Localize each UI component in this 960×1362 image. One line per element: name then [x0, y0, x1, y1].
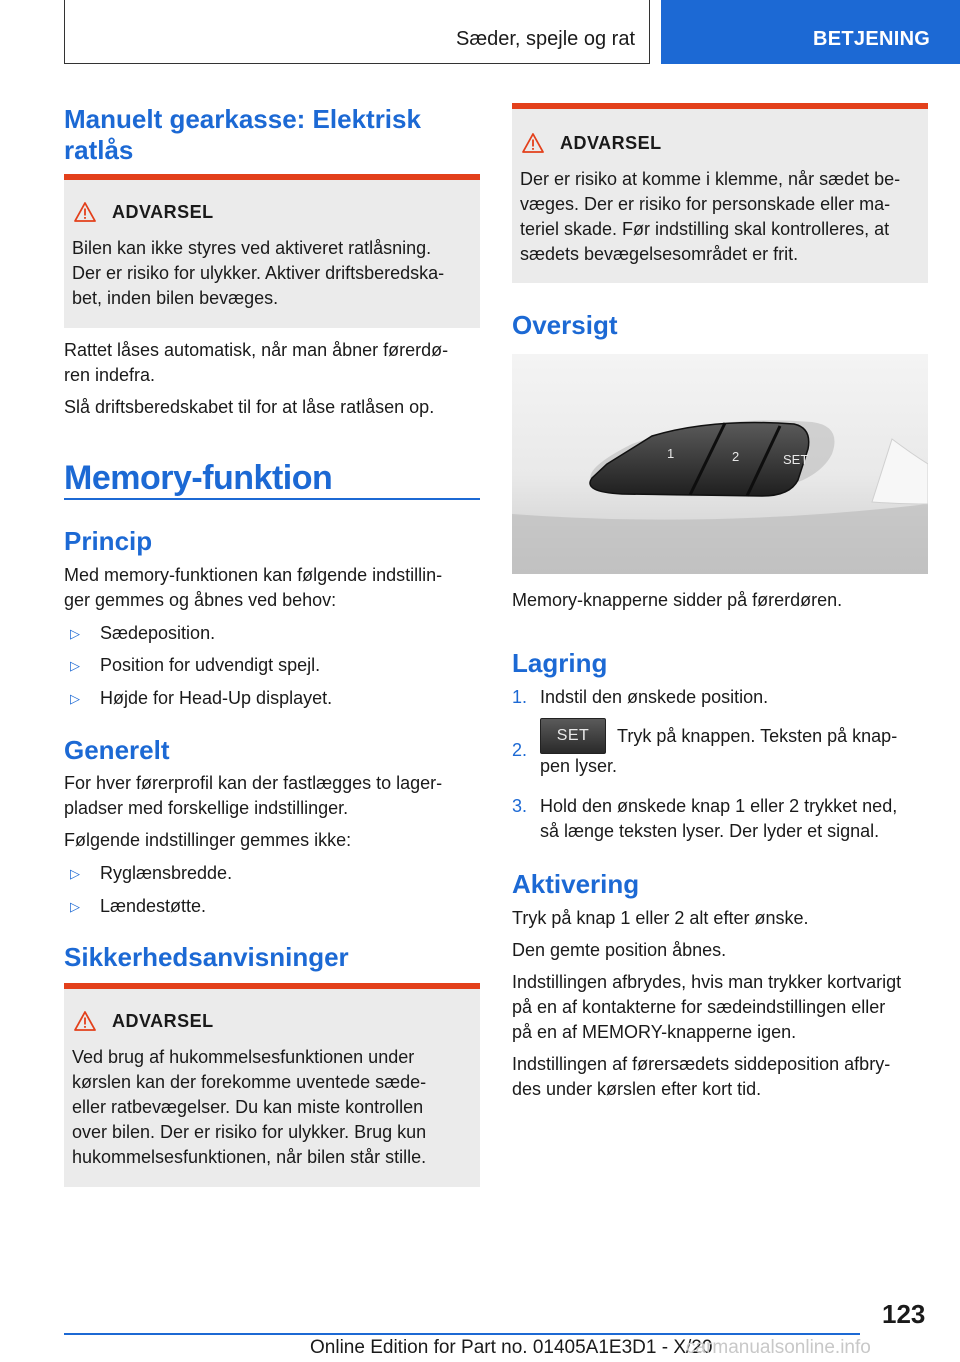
memory-buttons-illustration [512, 354, 928, 574]
step-text-line: så længe teksten lyser. Der lyder et signal. [540, 821, 880, 841]
text-line: des under kørslen efter kort tid. [512, 1079, 762, 1099]
header-chapter-tab[interactable] [661, 0, 960, 64]
warning-line: Bilen kan ikke styres ved aktiveret ratlåsning. [72, 238, 432, 258]
warning-box-pinch [512, 103, 928, 283]
list-item-text: Højde for Head-Up displayet. [100, 688, 333, 708]
warning-text [72, 236, 444, 311]
warning-title: ADVARSEL [112, 1011, 214, 1031]
step-number: 2. [512, 740, 528, 760]
step-text [540, 794, 897, 844]
aktivering-p1: Tryk på knap 1 eller 2 alt efter ønske. [512, 908, 809, 928]
list-item-text: Ryglænsbredde. [100, 863, 233, 883]
step-text: Indstil den ønskede position. [540, 687, 769, 707]
gear-paragraph-1 [64, 338, 448, 388]
text-line: på en af MEMORY-knapperne igen. [512, 1022, 797, 1042]
generelt-title: Generelt [64, 735, 170, 765]
header-section-title: Sæder, spejle og rat [456, 28, 635, 50]
warning-triangle-icon [74, 202, 96, 222]
warning-box-memory [64, 983, 480, 1187]
set-button-icon: SET [540, 718, 606, 754]
text-line: pladser med forskellige indstillinger. [64, 798, 349, 818]
bullet-triangle-icon: ▷ [70, 658, 80, 673]
warning-line: eller ratbevægelser. Du kan miste kontrollen [72, 1097, 424, 1117]
lagring-title: Lagring [512, 648, 608, 678]
footer-rule [64, 1333, 860, 1335]
memory-button-1-label: 1 [667, 446, 675, 461]
gear-title-line2: ratlås [64, 135, 134, 165]
gear-title [64, 104, 421, 166]
warning-title: ADVARSEL [560, 133, 662, 153]
warning-line: teriel skade. Før indstilling skal kontrolleres, at [520, 219, 890, 239]
memory-function-title: Memory-funktion [64, 459, 333, 497]
princip-title: Princip [64, 526, 153, 556]
warning-triangle-icon [74, 1011, 96, 1031]
warning-line: over bilen. Der er risiko for ulykker. Brug kun [72, 1122, 427, 1142]
memory-button-set-label: SET [783, 452, 809, 467]
list-item-text: Sædeposition. [100, 623, 216, 643]
page-number: 123 [882, 1299, 926, 1329]
text-line: Indstillingen af førersædets siddeposition afbry- [512, 1054, 891, 1074]
bullet-triangle-icon: ▷ [70, 691, 80, 706]
warning-text [520, 167, 900, 267]
gear-paragraph-2: Slå driftsberedskabet til for at låse ratlåsen op. [64, 397, 435, 417]
text-line: på en af kontakterne for sædeindstillingen eller [512, 997, 886, 1017]
bullet-triangle-icon: ▷ [70, 899, 80, 914]
text-line: Rattet låses automatisk, når man åbner førerdø- [64, 340, 449, 360]
title-rule [64, 498, 480, 500]
warning-line: sædets bevægelsesområdet er frit. [520, 244, 799, 264]
warning-line: bet, inden bilen bevæges. [72, 288, 279, 308]
aktivering-p4 [512, 1052, 890, 1102]
memory-button-2-label: 2 [732, 449, 740, 464]
aktivering-p3 [512, 970, 901, 1045]
step-text-line: pen lyser. [540, 756, 618, 776]
step-number: 1. [512, 687, 528, 707]
step-text-line: Tryk på knappen. Teksten på knap- [617, 725, 898, 746]
warning-line: væges. Der er risiko for personskade eller ma- [520, 194, 891, 214]
text-line: ren indefra. [64, 365, 156, 385]
safety-title: Sikkerhedsanvisninger [64, 942, 349, 972]
warning-line: Der er risiko for ulykker. Aktiver driftsberedska- [72, 263, 445, 283]
aktivering-title: Aktivering [512, 869, 640, 899]
photo-caption: Memory-knapperne sidder på førerdøren. [512, 590, 843, 610]
footer-watermark[interactable]: carmanualsonline.info [686, 1337, 871, 1358]
aktivering-p2: Den gemte position åbnes. [512, 940, 727, 960]
text-line: ger gemmes og åbnes ved behov: [64, 590, 337, 610]
list-item-text: Position for udvendigt spejl. [100, 655, 321, 675]
step-text-line: Hold den ønskede knap 1 eller 2 trykket ned, [540, 796, 898, 816]
bullet-triangle-icon: ▷ [70, 866, 80, 881]
header-chapter-label: BETJENING [813, 28, 931, 50]
step-text [540, 718, 897, 779]
oversigt-title: Oversigt [512, 310, 618, 340]
list-item-text: Lændestøtte. [100, 896, 207, 916]
warning-line: kørslen kan der forekomme uventede sæde- [72, 1072, 427, 1092]
text-line: Indstillingen afbrydes, hvis man trykker kortvarigt [512, 972, 902, 992]
generelt-text-2: Følgende indstillinger gemmes ikke: [64, 830, 352, 850]
warning-title: ADVARSEL [112, 202, 214, 222]
text-line: Med memory-funktionen kan følgende indstillin- [64, 565, 443, 585]
warning-triangle-icon [522, 133, 544, 153]
warning-line: hukommelsesfunktionen, når bilen står stille. [72, 1147, 427, 1167]
princip-text [64, 563, 442, 613]
bullet-triangle-icon: ▷ [70, 626, 80, 641]
text-line: For hver førerprofil kan der fastlægges to lager- [64, 773, 443, 793]
header-box [64, 0, 650, 64]
warning-line: Der er risiko at komme i klemme, når sædet be- [520, 169, 901, 189]
warning-line: Ved brug af hukommelsesfunktionen under [72, 1047, 415, 1067]
memory-buttons-photo [512, 354, 928, 574]
step-number: 3. [512, 796, 528, 816]
warning-box-steering-lock [64, 174, 480, 328]
warning-text [72, 1045, 426, 1170]
generelt-text [64, 771, 442, 821]
footer-edition: Online Edition for Part no. 01405A1E3D1 - X/20 [310, 1337, 713, 1358]
gear-title-line1: Manuelt gearkasse: Elektrisk [64, 104, 421, 134]
